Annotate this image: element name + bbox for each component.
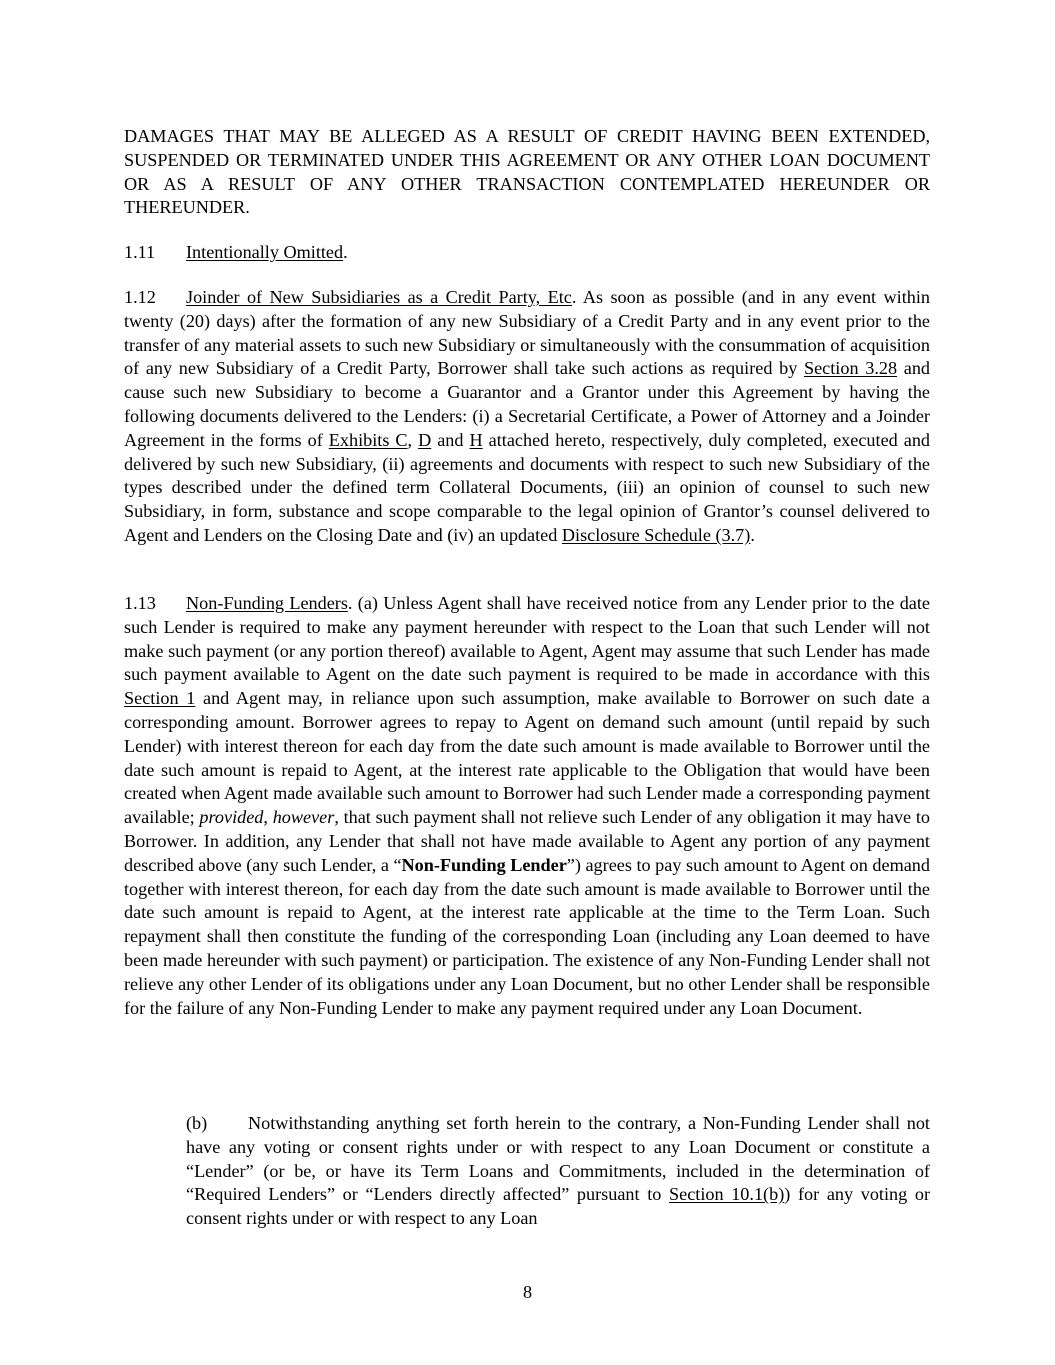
cross-reference: Section 10.1(b) (669, 1184, 785, 1205)
section-heading: Intentionally Omitted (186, 242, 344, 262)
section-number: 1.11 (124, 242, 156, 262)
page-number: 8 (522, 1282, 533, 1302)
cross-reference: H (469, 429, 483, 450)
section-1-11 (124, 241, 930, 265)
section-text: , (407, 429, 419, 450)
section-text: , (263, 807, 273, 828)
cross-reference: Section 3.28 (803, 358, 898, 379)
cross-reference: Section 1 (124, 688, 196, 709)
section-text: attached hereto, respectively, duly completed, executed and delivered by such new Subsidiary, (ii) agreements and documents with respect to such new Subsidiary of the types described under the defined term Collateral Documents, (iii) an opinion of counsel to such new Subsidiary, in form, substance and scope comparable to the legal opinion of Grantor’s counsel delivered to Agent and Lenders on the Closing Date and (iv) an updated (124, 429, 931, 545)
section-text: and cause such new Subsidiary to become a Guarantor and a Grantor under this Agreement by having the following documents delivered to the Lenders: (i) a Secretarial Certificate, a Power of Attorney and a Joinder Agreement in the forms of (124, 358, 931, 450)
section-heading: Non-Funding Lenders (186, 593, 348, 613)
intro-paragraph: DAMAGES THAT MAY BE ALLEGED AS A RESULT OF CREDIT HAVING BEEN EXTENDED, SUSPENDED OR TERMINATED UNDER THIS AGREEMENT OR ANY OTHER LOAN DOCUMENT OR AS A RESULT OF ANY OTHER TRANSACTION CONTEMPLATED HEREUNDER OR THEREUNDER. (124, 126, 930, 218)
italic-term: however (272, 807, 335, 828)
subsection-label: (b) (186, 1113, 208, 1133)
section-text: . (a) Unless Agent shall have received notice from any Lender prior to the date such Lender is required to make any payment hereunder with respect to the Loan that such Lender will not make such payment (or any portion thereof) available to Agent, Agent may assume that such Lender has made such payment available to Agent on the date such payment is required to be made in accordance with this (124, 593, 930, 685)
section-text: ) for any voting or consent rights under or with respect to any Loan (186, 1184, 931, 1229)
italic-term: provided (199, 807, 264, 828)
section-1-13-b (186, 1112, 930, 1231)
section-text: . As soon as possible (and in any event within twenty (20) days) after the formation of any new Subsidiary of a Credit Party and in any event prior to the transfer of any material assets to such new Subsidiary or simultaneously with the consummation of acquisition of any new Subsidiary of a Credit Party, Borrower shall take such actions as required by (124, 287, 930, 379)
section-text: , that such payment shall not relieve such Lender of any obligation it may have to Borrower. In addition, any Lender that shall not have made available to Agent any portion of any payment described above (any such Lender, a “ (124, 807, 930, 875)
section-text: Notwithstanding anything set forth herein to the contrary, a Non-Funding Lender shall not have any voting or consent rights under or with respect to any Loan Document or constitute a “Lender” (or be, or have its Term Loans and Commitments, included in the determination of “Required Lenders” or “Lenders directly affected” pursuant to (186, 1113, 930, 1205)
cross-reference: Exhibits C (328, 429, 408, 450)
section-text: . (343, 242, 348, 262)
section-number: 1.12 (124, 287, 156, 307)
section-text: and Agent may, in reliance upon such assumption, make available to Borrower on such date a corresponding amount. Borrower agrees to repay to Agent on demand such amount (until repaid by such Lender) with interest thereon for each day from the date such amount is made available to Borrower until the date such amount is repaid to Agent, at the interest rate applicable to the Obligation that would have been created when Agent made available such amount to Borrower had such Lender made a corresponding payment available; (124, 688, 930, 828)
cross-reference: Disclosure Schedule (3.7) (561, 524, 751, 545)
section-heading: Joinder of New Subsidiaries as a Credit Party, Etc (186, 287, 572, 307)
section-text: . (750, 524, 755, 545)
section-text: ”) agrees to pay such amount to Agent on demand together with interest thereon, for each day from the date such amount is made available to Borrower until the date such amount is repaid to Agent, at the interest rate applicable at the time to the Term Loan. Such repayment shall then constitute the funding of the corresponding Loan (including any Loan deemed to have been made hereunder with such payment) or participation. The existence of any Non-Funding Lender shall not relieve any other Lender of its obligations under any Loan Document, but no other Lender shall be responsible for the failure of any Non-Funding Lender to make any payment required under any Loan Document. (124, 854, 930, 1018)
section-text: and (431, 429, 470, 450)
section-number: 1.13 (124, 593, 156, 613)
section-1-13 (124, 592, 930, 1020)
defined-term: Non-Funding Lender (401, 854, 567, 875)
section-1-12 (124, 286, 930, 548)
cross-reference: D (418, 429, 432, 450)
